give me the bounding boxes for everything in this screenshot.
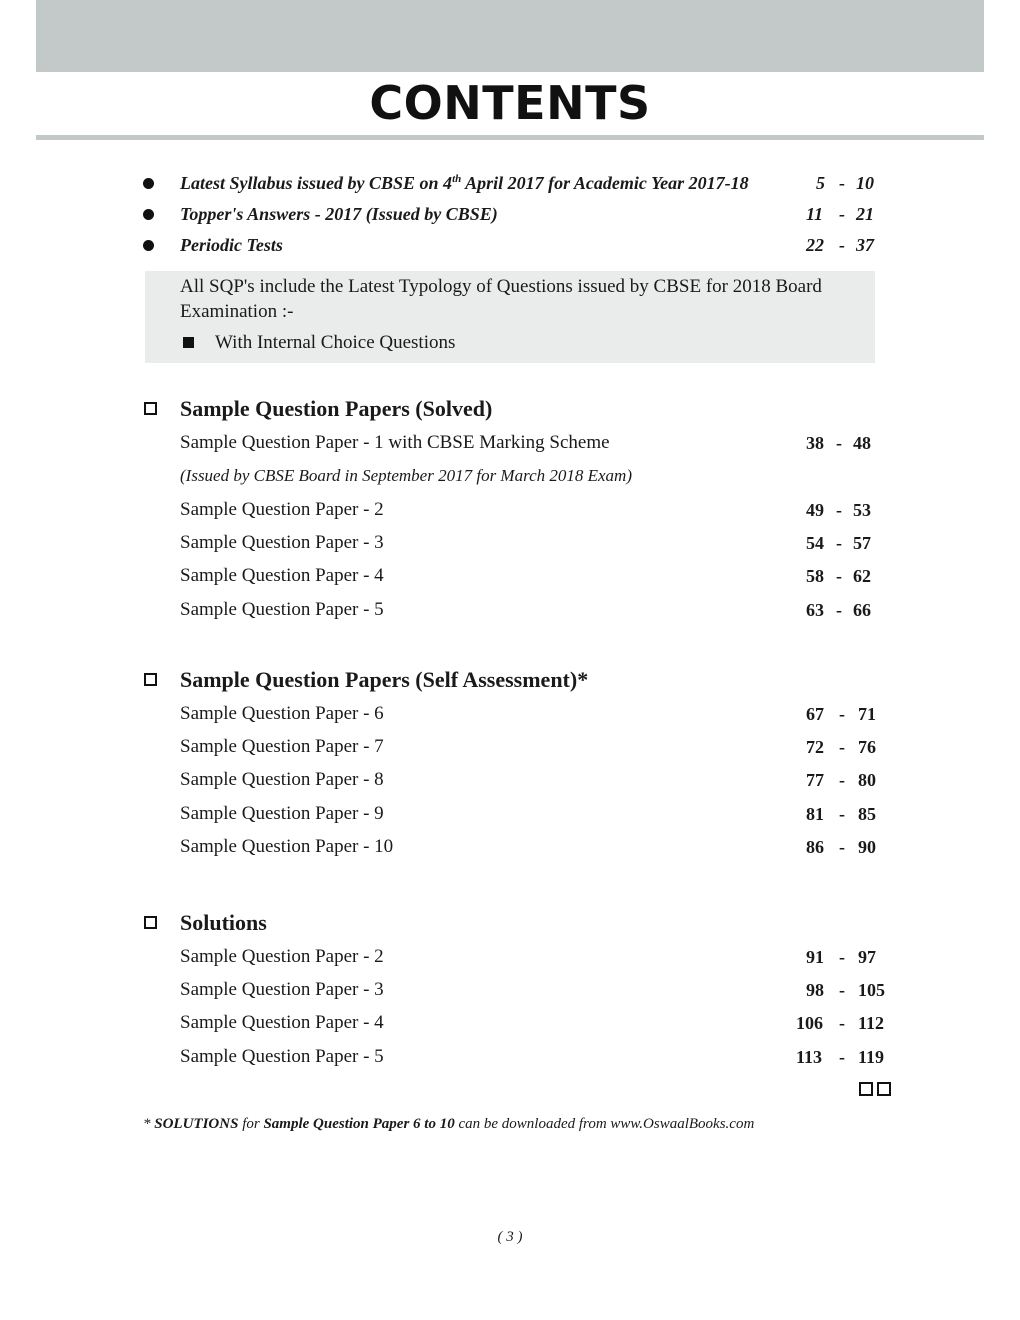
- title-divider: [36, 135, 984, 140]
- toc-entry: Sample Question Paper - 8 77 - 80: [0, 767, 1020, 793]
- footnote: * SOLUTIONS for Sample Question Paper 6 to 10 can be downloaded from www.OswaalBooks.com: [143, 1116, 755, 1132]
- header-band: [36, 0, 984, 72]
- square-bullet-icon: [183, 337, 194, 348]
- toc-entry: Sample Question Paper - 5 63 - 66: [0, 597, 1020, 623]
- entry-label: Sample Question Paper - 8: [180, 769, 384, 790]
- entry-label: Sample Question Paper - 2: [180, 499, 384, 520]
- page-number: ( 3 ): [497, 1229, 523, 1245]
- toc-entry: Sample Question Paper - 2 91 - 97: [0, 944, 1020, 970]
- bullet-dot-icon: [143, 240, 154, 251]
- entry-label: Sample Question Paper - 4: [180, 565, 384, 586]
- section-heading: Solutions: [180, 910, 267, 935]
- checkbox-bullet-icon: [144, 673, 157, 686]
- checkbox-bullet-icon: [144, 916, 157, 929]
- item-label: Topper's Answers - 2017 (Issued by CBSE): [180, 204, 498, 224]
- toc-entry: Sample Question Paper - 5 113 - 119: [0, 1044, 1020, 1070]
- toc-entry: Sample Question Paper - 3 54 - 57: [0, 530, 1020, 556]
- toc-entry: Sample Question Paper - 2 49 - 53: [0, 497, 1020, 523]
- bullet-dot-icon: [143, 178, 154, 189]
- toc-entry: Sample Question Paper - 9 81 - 85: [0, 801, 1020, 827]
- entry-label: Sample Question Paper - 5: [180, 599, 384, 620]
- section-heading: Sample Question Papers (Self Assessment)*: [180, 667, 589, 692]
- entry-note: (Issued by CBSE Board in September 2017 for March 2018 Exam): [180, 466, 632, 485]
- toc-entry: Sample Question Paper - 4 106 - 112: [0, 1010, 1020, 1036]
- note-item: With Internal Choice Questions: [215, 332, 456, 353]
- list-item: Latest Syllabus issued by CBSE on 4th April 2017 for Academic Year 2017-18 5 - 10: [0, 170, 1020, 196]
- section-heading: Sample Question Papers (Solved): [180, 396, 493, 421]
- list-item: Periodic Tests 22 - 37: [0, 232, 1020, 258]
- toc-entry: Sample Question Paper - 4 58 - 62: [0, 563, 1020, 589]
- entry-label: Sample Question Paper - 1 with CBSE Marking Scheme: [180, 432, 610, 453]
- entry-label: Sample Question Paper - 4: [180, 1012, 384, 1033]
- checkbox-bullet-icon: [144, 402, 157, 415]
- page-title: CONTENTS: [369, 76, 651, 130]
- toc-entry: Sample Question Paper - 3 98 - 105: [0, 977, 1020, 1003]
- bullet-dot-icon: [143, 209, 154, 220]
- toc-entry: Sample Question Paper - 1 with CBSE Marking Scheme 38 - 48: [0, 430, 1020, 456]
- entry-label: Sample Question Paper - 2: [180, 946, 384, 967]
- entry-label: Sample Question Paper - 7: [180, 736, 384, 757]
- entry-label: Sample Question Paper - 10: [180, 836, 394, 857]
- list-item: Topper's Answers - 2017 (Issued by CBSE) 11 - 21: [0, 201, 1020, 227]
- toc-entry: Sample Question Paper - 10 86 - 90: [0, 834, 1020, 860]
- item-label: Latest Syllabus issued by CBSE on 4th April 2017 for Academic Year 2017-18: [180, 173, 749, 193]
- entry-label: Sample Question Paper - 9: [180, 803, 384, 824]
- toc-entry: Sample Question Paper - 7 72 - 76: [0, 734, 1020, 760]
- end-of-contents-icon: [859, 1082, 893, 1096]
- entry-label: Sample Question Paper - 5: [180, 1046, 384, 1067]
- note-text: All SQP's include the Latest Typology of Questions issued by CBSE for 2018 Board Examination :-: [180, 276, 822, 322]
- item-label: Periodic Tests: [180, 235, 283, 255]
- toc-entry: Sample Question Paper - 6 67 - 71: [0, 701, 1020, 727]
- entry-label: Sample Question Paper - 3: [180, 979, 384, 1000]
- entry-label: Sample Question Paper - 6: [180, 703, 384, 724]
- entry-label: Sample Question Paper - 3: [180, 532, 384, 553]
